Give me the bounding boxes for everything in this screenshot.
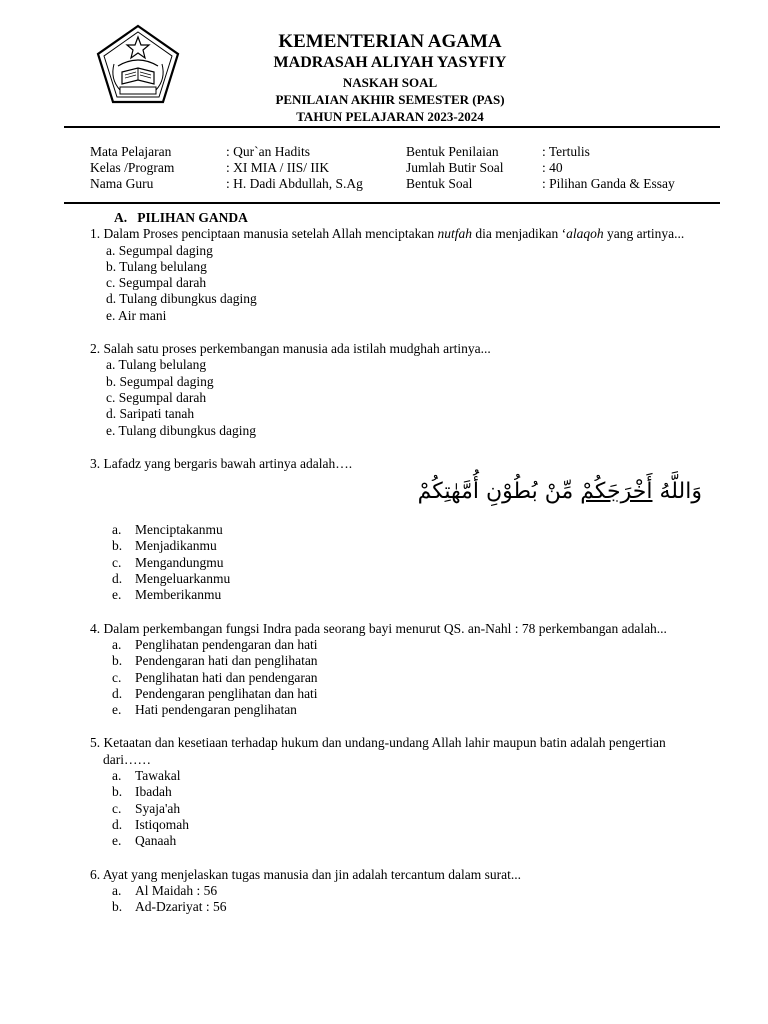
option[interactable]: c. Syaja'ah — [112, 800, 181, 816]
option[interactable]: a. Tulang belulang — [106, 357, 207, 373]
options-q1 — [90, 243, 710, 324]
option[interactable]: a. Al Maidah : 56 — [112, 882, 218, 898]
academic-year: TAHUN PELAJARAN 2023-2024 — [296, 109, 484, 124]
option[interactable]: b. Menjadikanmu — [112, 538, 217, 554]
label-class: Kelas /Program — [90, 160, 175, 175]
options-q4 — [90, 637, 710, 718]
option[interactable]: a. Menciptakanmu — [112, 522, 223, 538]
option[interactable]: a. Segumpal daging — [106, 242, 213, 258]
option[interactable]: b. Tulang belulang — [106, 258, 207, 274]
label-teacher: Nama Guru — [90, 176, 154, 191]
label-item-count: Jumlah Butir Soal — [406, 160, 504, 175]
option[interactable]: a. Tawakal — [112, 768, 181, 784]
doc-type: NASKAH SOAL — [342, 75, 438, 90]
option[interactable]: d. Saripati tanah — [106, 406, 195, 422]
underlined-word: أَخْرَجَكُمْ — [580, 479, 653, 505]
option[interactable]: b. Ad-Dzariyat : 56 — [112, 899, 227, 915]
label-question-form: Bentuk Soal — [406, 176, 473, 191]
options-q5 — [90, 768, 710, 849]
question-1: 1. Dalam Proses penciptaan manusia setelah Allah menciptakan nutfah dia menjadikan ‘alaqoh yang artinya... — [90, 226, 685, 242]
ministry-name: KEMENTERIAN AGAMA — [278, 31, 502, 52]
value-teacher: : H. Dadi Abdullah, S.Ag — [226, 176, 363, 191]
option[interactable]: c. Segumpal darah — [106, 275, 207, 291]
option[interactable]: d. Pendengaran penglihatan dan hati — [112, 685, 318, 701]
question-4: 4. Dalam perkembangan fungsi Indra pada seorang bayi menurut QS. an-Nahl : 78 perkembangan adalah... — [90, 620, 667, 636]
option[interactable]: d. Mengeluarkanmu — [112, 571, 231, 587]
value-assessment-form: : Tertulis — [542, 144, 590, 159]
options-q2 — [90, 357, 710, 438]
label-subject: Mata Pelajaran — [90, 144, 172, 159]
question-6: 6. Ayat yang menjelaskan tugas manusia dan jin adalah tercantum dalam surat... — [90, 866, 522, 882]
option[interactable]: e. Hati pendengaran penglihatan — [112, 702, 297, 718]
option[interactable]: c. Mengandungmu — [112, 554, 224, 570]
value-question-form: : Pilihan Ganda & Essay — [542, 176, 675, 191]
option[interactable]: d. Tulang dibungkus daging — [106, 291, 257, 307]
question-list — [90, 210, 710, 915]
option[interactable]: d. Istiqomah — [112, 816, 189, 832]
section-title: A. PILIHAN GANDA — [114, 210, 248, 225]
option[interactable]: e. Qanaah — [112, 833, 177, 849]
option[interactable]: b. Pendengaran hati dan penglihatan — [112, 653, 318, 669]
question-5: 5. Ketaatan dan kesetiaan terhadap hukum dan undang-undang Allah lahir maupun batin adalah pengertian dari…… — [90, 735, 666, 767]
option[interactable]: c. Penglihatan hati dan pendengaran — [112, 669, 318, 685]
option[interactable]: b. Ibadah — [112, 784, 172, 800]
info-keys-right — [406, 144, 504, 192]
info-divider — [64, 202, 720, 204]
info-values-right — [542, 144, 675, 192]
school-name: MADRASAH ALIYAH YASYFIY — [273, 54, 507, 71]
header-divider — [64, 126, 720, 128]
option[interactable]: e. Air mani — [106, 307, 167, 323]
info-keys-left — [90, 144, 174, 192]
option[interactable]: e. Memberikanmu — [112, 587, 222, 603]
value-subject: : Qur`an Hadits — [226, 144, 310, 159]
option[interactable]: e. Tulang dibungkus daging — [106, 422, 257, 438]
options-q6 — [90, 883, 710, 916]
arabic-verse: وَاللَّهُ أَخْرَجَكُمْ مِّنْ بُطُوْنِ أُمَّهٰتِكُمْ — [417, 479, 702, 505]
option[interactable]: c. Segumpal darah — [106, 389, 207, 405]
ministry-emblem-icon — [96, 24, 180, 104]
option[interactable]: a. Penglihatan pendengaran dan hati — [112, 636, 318, 652]
value-class: : XI MIA / IIS/ IIK — [226, 160, 330, 175]
value-item-count: : 40 — [542, 160, 563, 175]
option[interactable]: b. Segumpal daging — [106, 373, 214, 389]
options-q3 — [90, 522, 710, 603]
label-assessment-form: Bentuk Penilaian — [406, 144, 499, 159]
info-values-left — [226, 144, 363, 192]
question-3: 3. Lafadz yang bergaris bawah artinya adalah…. — [90, 455, 353, 471]
question-2: 2. Salah satu proses perkembangan manusia ada istilah mudghah artinya... — [90, 341, 491, 357]
exam-name: PENILAIAN AKHIR SEMESTER (PAS) — [275, 92, 505, 107]
